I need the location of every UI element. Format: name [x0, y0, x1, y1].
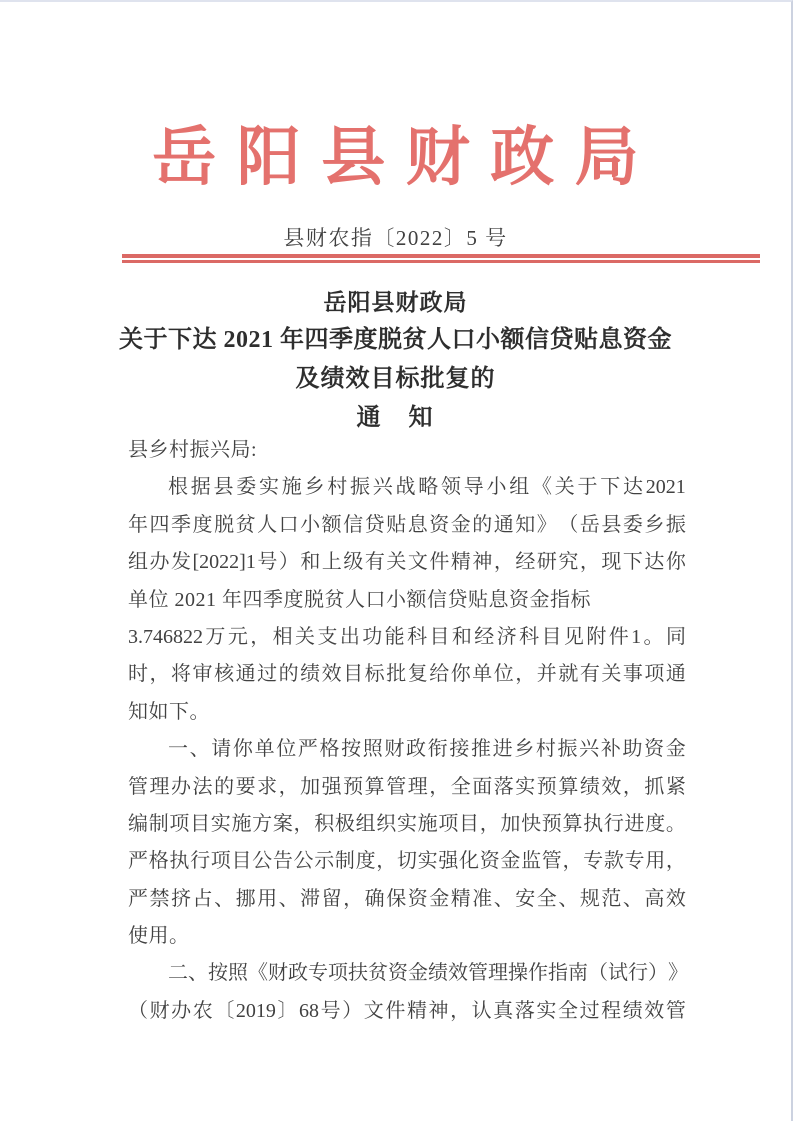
body-line: 组 办 发 [2022]1 号 ） 和 上 级 有 关 文 件 精 神 ， 经 研 究 ， 现 下 达 你 [128, 551, 686, 574]
agency-title: 岳阳县财政局 [152, 122, 660, 193]
body-line: 时 ， 将 审 核 通 过 的 绩 效 目 标 批 复 给 你 单 位 ， 并 就 有 关 事 项 通 [128, 663, 686, 686]
notice-title-org: 岳阳县财政局 [323, 290, 468, 315]
notice-title-type: 通 知 [356, 405, 435, 431]
body-line: 3.746822 万 元 ， 相 关 支 出 功 能 科 目 和 经 济 科 目 见 附 件 1 。 同 [128, 625, 686, 648]
body-line: 严 禁 挤 占 、 挪 用 、 滞 留 ， 确 保 资 金 精 准 、 安 全 、 规 范 、 高 效 [128, 887, 686, 910]
body-line: 二 、 按 照 《 财 政 专 项 扶 贫 资 金 绩 效 管 理 操 作 指 南 （ 试 行 ） 》 [168, 962, 688, 985]
notice-title-block [0, 285, 791, 438]
body-lines [128, 432, 686, 1030]
body-line: 单位 2021 年四季度脱贫人口小额信贷贴息资金指标 [128, 588, 591, 611]
body-line: 管 理 办 法 的 要 求 ， 加 强 预 算 管 理 ， 全 面 落 实 预 算 绩 效 ， 抓 紧 [128, 775, 686, 798]
body-line: 根 据 县 委 实 施 乡 村 振 兴 战 略 领 导 小 组 《 关 于 下 达 2021 [168, 476, 686, 499]
body-line: 县乡村振兴局: [128, 439, 258, 461]
red-separator-line [122, 254, 760, 263]
body-line: 知如下。 [128, 700, 210, 723]
body-line: 严 格 执 行 项 目 公 告 公 示 制 度 ， 切 实 强 化 资 金 监 管 ， 专 款 专 用 ， [128, 850, 686, 873]
body-line: 年 四 季 度 脱 贫 人 口 小 额 信 贷 贴 息 资 金 的 通 知 》 （ 岳 县 委 乡 振 [128, 513, 686, 536]
body-line: 使用。 [128, 925, 190, 948]
document-number: 县财农指〔2022〕5 号 [283, 226, 508, 250]
notice-title-subject-line1: 关于下达 2021 年四季度脱贫人口小额信贷贴息资金 [119, 327, 672, 353]
notice-title-subject-line2: 及绩效目标批复的 [295, 366, 496, 392]
body-line: 编 制 项 目 实 施 方 案 ， 积 极 组 织 实 施 项 目 ， 加 快 预 算 执 行 进 度 。 [128, 812, 686, 835]
body-line: 一 、 请 你 单 位 严 格 按 照 财 政 衔 接 推 进 乡 村 振 兴 补 助 资 金 [168, 738, 686, 761]
body-line: （ 财 办 农 〔 2019 〕 68 号 ） 文 件 精 神 ， 认 真 落 实 全 过 程 绩 效 管 [128, 999, 686, 1022]
